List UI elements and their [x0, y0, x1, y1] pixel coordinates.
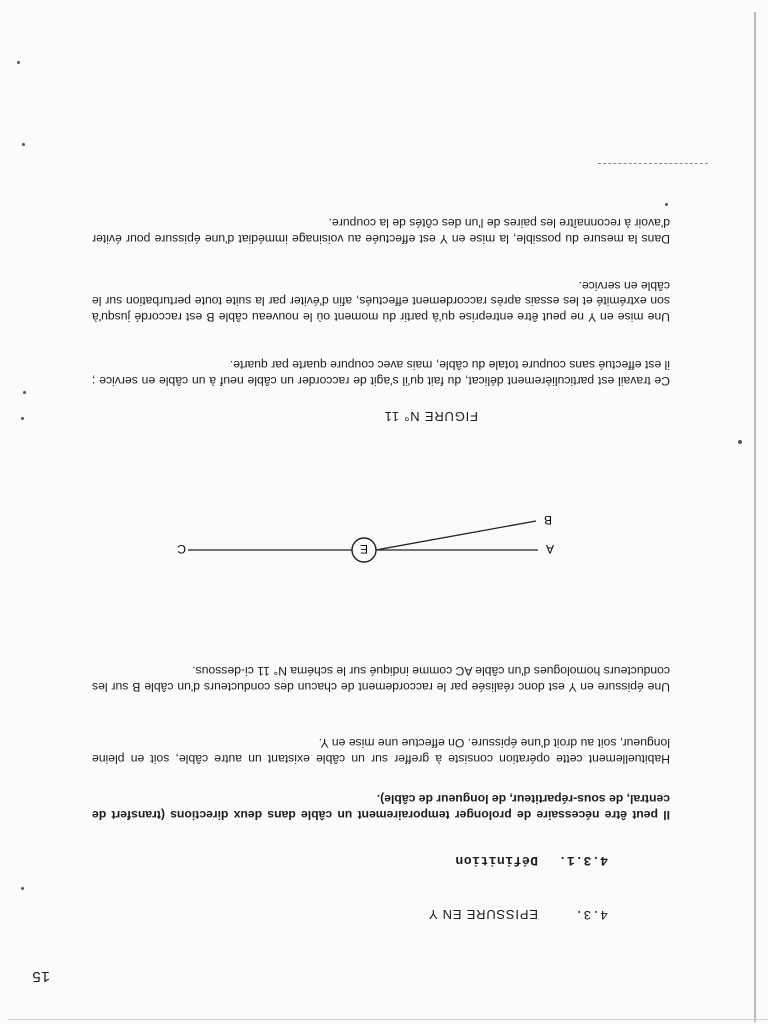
page-number: 15	[31, 967, 50, 984]
paragraph-mesure-possible: Dans la mesure du possible, la mise en Y est effectuée au voisinage immédiat d'une épissure pour éviter d'avoir à reconnaître les paires de l'un des côtés de la coupure.	[92, 216, 670, 246]
paragraph-habituellement: Habituellement cette opération consiste à greffer sur un câble existant un autre câble, soit en pleine longueur, soit au droit d'une épissure. On effectue une mise en Y.	[92, 736, 670, 766]
paragraph-travail-delicat: Ce travail est particulièrement délicat, du fait qu'il s'agit de raccorder un câble neuf à un câble en service ; il est effectué sans coupure totale du câble, mais avec coupure quarte par quarte.	[92, 358, 670, 388]
subsection-number: 4.3.1.	[558, 853, 608, 868]
scan-speck	[21, 417, 24, 420]
scan-speck	[665, 203, 668, 206]
scan-speck	[738, 440, 742, 444]
figure-caption: FIGURE N° 11	[383, 409, 478, 424]
paragraph-mise-en-y: Une mise en Y ne peut être entreprise qu'à partir du moment où le nouveau câble B est raccordé jusqu'à son extrémité et les essais après raccordement effectués, afin d'éviter par la suite toute perturbation sur le câble en service.	[92, 279, 670, 324]
label-b: B	[544, 513, 553, 527]
label-a: A	[546, 542, 555, 556]
scan-speck	[22, 143, 25, 146]
section-title: EPISSURE EN Y	[428, 907, 538, 922]
scan-speck	[17, 61, 20, 64]
label-c: C	[177, 542, 186, 556]
section-number: 4.3.	[574, 907, 608, 922]
paragraph-epissure-y: Une épissure en Y est donc réalisée par le raccordement de chacun des conducteurs d'un câble B sur les conducteurs homologues d'un câble AC comme indiqué sur le schéma N° 11 ci-dessous.	[92, 664, 670, 694]
scan-dash-artifact	[598, 163, 708, 164]
subsection-title: Définition	[454, 853, 538, 868]
scan-speck	[23, 391, 26, 394]
label-e: E	[359, 542, 369, 556]
paragraph-intro: Il peut être nécessaire de prolonger temporairement un câble dans deux directions (transfert de central, de sous-répartiteur, de longueur de câble).	[92, 792, 670, 822]
scan-speck	[21, 887, 24, 890]
cable-b-line	[376, 521, 536, 550]
